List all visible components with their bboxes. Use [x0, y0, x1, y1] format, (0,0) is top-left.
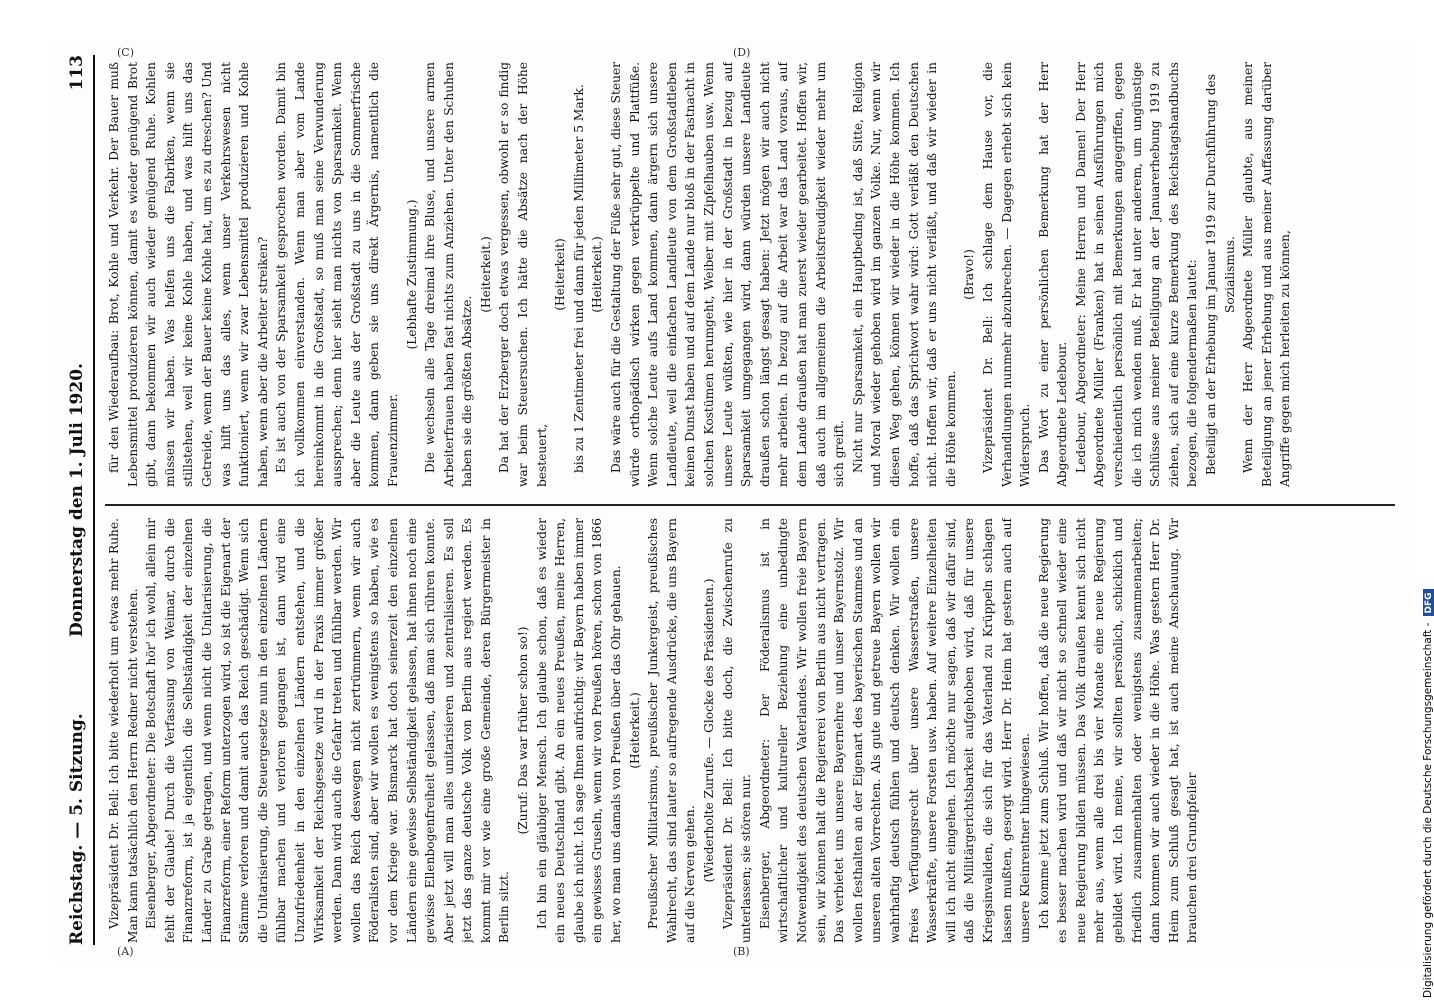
interjection: (Heiterkeit.)	[590, 236, 605, 313]
paragraph: Das Wort zu einer persönlichen Bemerkung hat der Herr Abgeordnete Ledebour.	[1036, 62, 1070, 487]
paragraph: Eisenberger, Abgeordneter: Die Botschaft hör' ich wohl, allein mir fehlt der Glaube! Durch die Verfassung von Weimar, durch die Finanzreform, ist ja eigentlich die Selbständigkeit der einzelnen Länder zu Grabe getragen, und wenn nicht die Unitarisierung, die Finanzreform, einer Reform unterzogen wird, so ist die Eigenart der Stämme verloren und damit auch das Reich geschädigt. Wenn sich die Unitarisierung, die Steuergesetze nun in den einzelnen Ländern fühlbar machen und verloren gegangen ist, dann wird eine Unzufriedenheit in den einzelnen Ländern entstehen, und die Wirksamkeit der Reichsgesetze wird in der Praxis immer größer werden. Dann wird auch die Gefahr treten und fühlbar werden. Wir wollen das Reich deswegen nicht zertrümmern, wenn wir auch Föderalisten sind, aber wir wollen es wenigstens so haben, wie es vor dem Kriege war. Bismarck hat doch seinerzeit den einzelnen Ländern eine gewisse Selbständigkeit gelassen, hat ihnen noch eine gewisse Ellenbogenfreiheit gelassen, daß man sich rühren konnte. Aber jetzt will man alles unitarisieren und zentralisieren. Es soll jetzt das ganze deutsche Volk von Berlin aus regiert werden. Es kommt mir vor wie eine große Gemeinde, deren Bürgermeister in Berlin sitzt.	[144, 518, 512, 943]
column-divider	[105, 504, 1395, 506]
header-left: Reichstag. — 5. Sitzung.	[67, 713, 87, 945]
quotation: Beteiligt an der Erhebung im Januar 1919 zur Durchführung des Sozialismus.	[1204, 74, 1237, 476]
paragraph: Preußischer Militarismus, preußischer Junkergeist, preußisches Wahlrecht, das sind lauter so aufregende Ausdrücke, die uns Bayern auf die Nerven gehen.	[646, 518, 698, 943]
paragraph: Vizepräsident Dr. Bell: Ich schlage dem Hause vor, die Verhandlungen nunmehr abzubrechen. — Dagegen erhebt sich kein Widerspruch.	[980, 62, 1033, 487]
dfg-logo: DFG	[1423, 589, 1434, 616]
paragraph: Wenn der Herr Abgeordnete Müller glaubte, aus meiner Beteiligung an jener Erhebung und aus meiner Auffassung darüber Angriffe gegen mich herleiten zu können,	[1241, 62, 1293, 487]
paragraph: Vizepräsident Dr. Bell: Ich bitte doch, die Zwischenrufe zu unterlassen; sie stören nur.	[720, 518, 754, 943]
rotated-page-content	[55, 40, 1415, 965]
interjection: (Bravo!)	[962, 249, 977, 300]
credit-text: Digitalisierung gefördert durch die Deutsche Forschungsgemeinschaft -	[1422, 622, 1434, 998]
interjection: (Lebhafte Zustimmung.)	[404, 199, 419, 350]
right-column	[105, 62, 1395, 487]
paragraph: Vizepräsident Dr. Bell: Ich bitte wiederholt um etwas mehr Ruhe. Man kann tatsächlich den Herrn Redner nicht verstehen.	[107, 518, 140, 943]
paragraph: Nicht nur Sparsamkeit, ein Hauptbeding ist, daß Sitte, Religion und Moral wieder gehoben wird im ganzen Volke. Nur, wenn wir diesen Weg gehen, können wir wieder in die Höhe kommen. Ich hoffe, daß das Sprichwort wahr wird: Gott verläßt den Deutschen nicht. Hoffen wir, daß er uns nicht verläßt, und daß wir wieder in die Höhe kommen.	[850, 62, 958, 487]
interjection: (Heiterkeit.)	[478, 236, 493, 313]
margin-marker-d: (D)	[733, 46, 751, 59]
paragraph: Es ist auch von der Sparsamkeit gesprochen worden. Damit bin ich vollkommen einverstanden. Wenn man aber vom Lande hereinkommt in die Großstadt, so muß man seine Verwunderung aussprechen; denn hier sieht man nichts von Sparsamkeit. Wenn aber die Leute aus der Großstadt zu uns in die Sommerfrische kommen, dann geben sie uns direkt Ärgernis, namentlich die Frauenzimmer.	[274, 62, 400, 487]
left-column	[105, 518, 1395, 943]
paragraph: Ich bin ein gläubiger Mensch. Ich glaube schon, daß es wieder ein neues Deutschland gibt. An ein neues Preußen, meine Herren, glaube ich nicht. Ich sage Ihnen aufrichtig: wir Bayern haben immer ein gewisses Gruseln, wenn wir von Preußen hören, schon von 1866 her, wo man uns damals von Preußen über das Ohr gehauen.	[534, 518, 624, 943]
header-date: Donnerstag den 1. Juli 1920.	[67, 363, 87, 637]
paragraph: bis zu 1 Zentimeter frei und dann für jeden Millimeter 5 Mark.	[571, 84, 586, 473]
paragraph: Da hat der Erzberger doch etwas vergessen, obwohl er so findig war beim Steuersuchen. Ich hätte die Absätze nach der Höhe besteuert,	[497, 62, 549, 487]
paragraph: Die wechseln alle Tage dreimal ihre Bluse, und unsere armen Arbeiterfrauen haben fast nichts zum Anziehen. Unter den Schuhen haben sie die größten Absätze.	[423, 62, 475, 487]
paragraph: Ich komme jetzt zum Schluß. Wir hoffen, daß die neue Regierung es besser machen wird und daß wir nicht so schnell wieder eine neue Regierung bilden müssen. Das Volk draußen kennt sich nicht mehr aus, wenn alle drei bis vier Monate eine neue Regierung gebildet wird. Ich meine, wir sollten persönlich, schicklich und friedlich zusammenhalten oder wenigstens zusammenarbeiten; dann kommen wir auch wieder in die Höhe. Was gestern Herr Dr. Heim zum Schluß gesagt hat, ist auch meine Anschauung. Wir brauchen drei Grundpfeiler	[1036, 518, 1200, 943]
page-header	[63, 55, 95, 945]
digitization-credit	[1418, 8, 1434, 998]
scanned-page	[55, 40, 1415, 965]
margin-marker-a: (A)	[117, 945, 134, 958]
paragraph: Das wäre auch für die Gestaltung der Füße sehr gut, diese Steuer würde orthopädisch wirken gegen verkrüppelte und Plattfüße. Wenn solche Leute aufs Land kommen, dann ärgern sich unsere Landleute, weil die einfachen Landleute von dem Großstadtleben keinen Dunst haben und auf dem Lande nur bloß in der Fastnacht in solchen Kostümen herumgeht, Weiber mit Zipfelhauben usw. Wenn unsere Leute wüßten, wie hier in der Großstadt in bezug auf Sparsamkeit umgegangen wird, dann würden unsere Landleute draußen schon längst gesagt haben: Jetzt mögen wir auch nicht mehr arbeiten. In bezug auf die Arbeit war das Land voraus, auf dem Lande draußen hat man zuerst wieder gearbeitet. Hoffen wir, daß auch im allgemeinen die Arbeitsfreudigkeit wieder mehr um sich greift.	[609, 62, 847, 487]
paragraph: Ledebour, Abgeordneter: Meine Herren und Damen! Der Herr Abgeordnete Müller (Franken) hat in seinen Ausführungen mich verschiedentlich persönlich mit Bemerkungen angegriffen, gegen die ich mich wenden muß. Er hat unter anderem, um ungünstige Schlüsse aus meiner Beteiligung an der Januarerhebung 1919 zu ziehen, sich auf eine kurze Bemerkung des Reichstagshandbuchs bezogen, die folgendermaßen lautet:	[1073, 62, 1200, 487]
page-number: 113	[67, 55, 87, 91]
margin-marker-b: (B)	[733, 945, 750, 958]
interjection: (Heiterkeit.)	[627, 692, 642, 769]
interjection: (Wiederholte Zurufe. — Glocke des Präsidenten.)	[702, 578, 716, 883]
interjection: (Heiterkeit)	[553, 238, 568, 311]
paragraph: Eisenberger, Abgeordneter: Der Föderalismus ist in wirtschaftlicher und kultureller Beziehung eine unbedingte Notwendigkeit des deutschen Vaterlandes. Wir wollen freie Bayern sein, wir können halt die Regiererei von Berlin aus nicht vertragen. Das verbietet uns unsere Bayernehre und unser Bayernstolz. Wir wollen festhalten an der Eigenart des bayerischen Stammes und an unseren alten Vorrechten. Als gute und getreue Bayern wollen wir wahrhaftig deutsch fühlen und deutsch denken. Wir wollen ein freies Verfügungsrecht über unsere Wasserstraßen, unsere Wasserkräfte, unsere Forsten usw. haben. Auf weitere Einzelheiten will ich nicht eingehen. Ich möchte nur sagen, daß wir dafür sind, daß die Militärgerichtsbarkeit aufgehoben wird, daß für unsere Kriegsinvaliden, die sich für das Vaterland zu Krüppeln schlagen lassen mußten, gesorgt wird. Herr Dr. Heim hat gestern auch auf unsere Kleinrentner hingewiesen.	[757, 518, 1033, 943]
paragraph: für den Wiederaufbau: Brot, Kohle und Verkehr. Der Bauer muß Lebensmittel produzieren können, damit es wieder genügend Brot gibt, dann bekommen wir auch wieder genügend Ruhe. Kohlen müssen wir haben. Was helfen uns die Fabriken, wenn sie stillstehen, weil wir keine Kohle haben, und was hilft uns das Getreide, wenn der Bauer keine Kohle hat, um es zu dreschen? Und was hilft uns das alles, wenn unser Verkehrswesen nicht funktioniert, wenn wir zwar Lebensmittel produzieren und Kohle haben, wenn aber die Arbeiter streiken?	[107, 62, 270, 487]
margin-marker-c: (C)	[117, 46, 134, 59]
interjection: (Zuruf: Das war früher schon so!)	[516, 626, 531, 835]
